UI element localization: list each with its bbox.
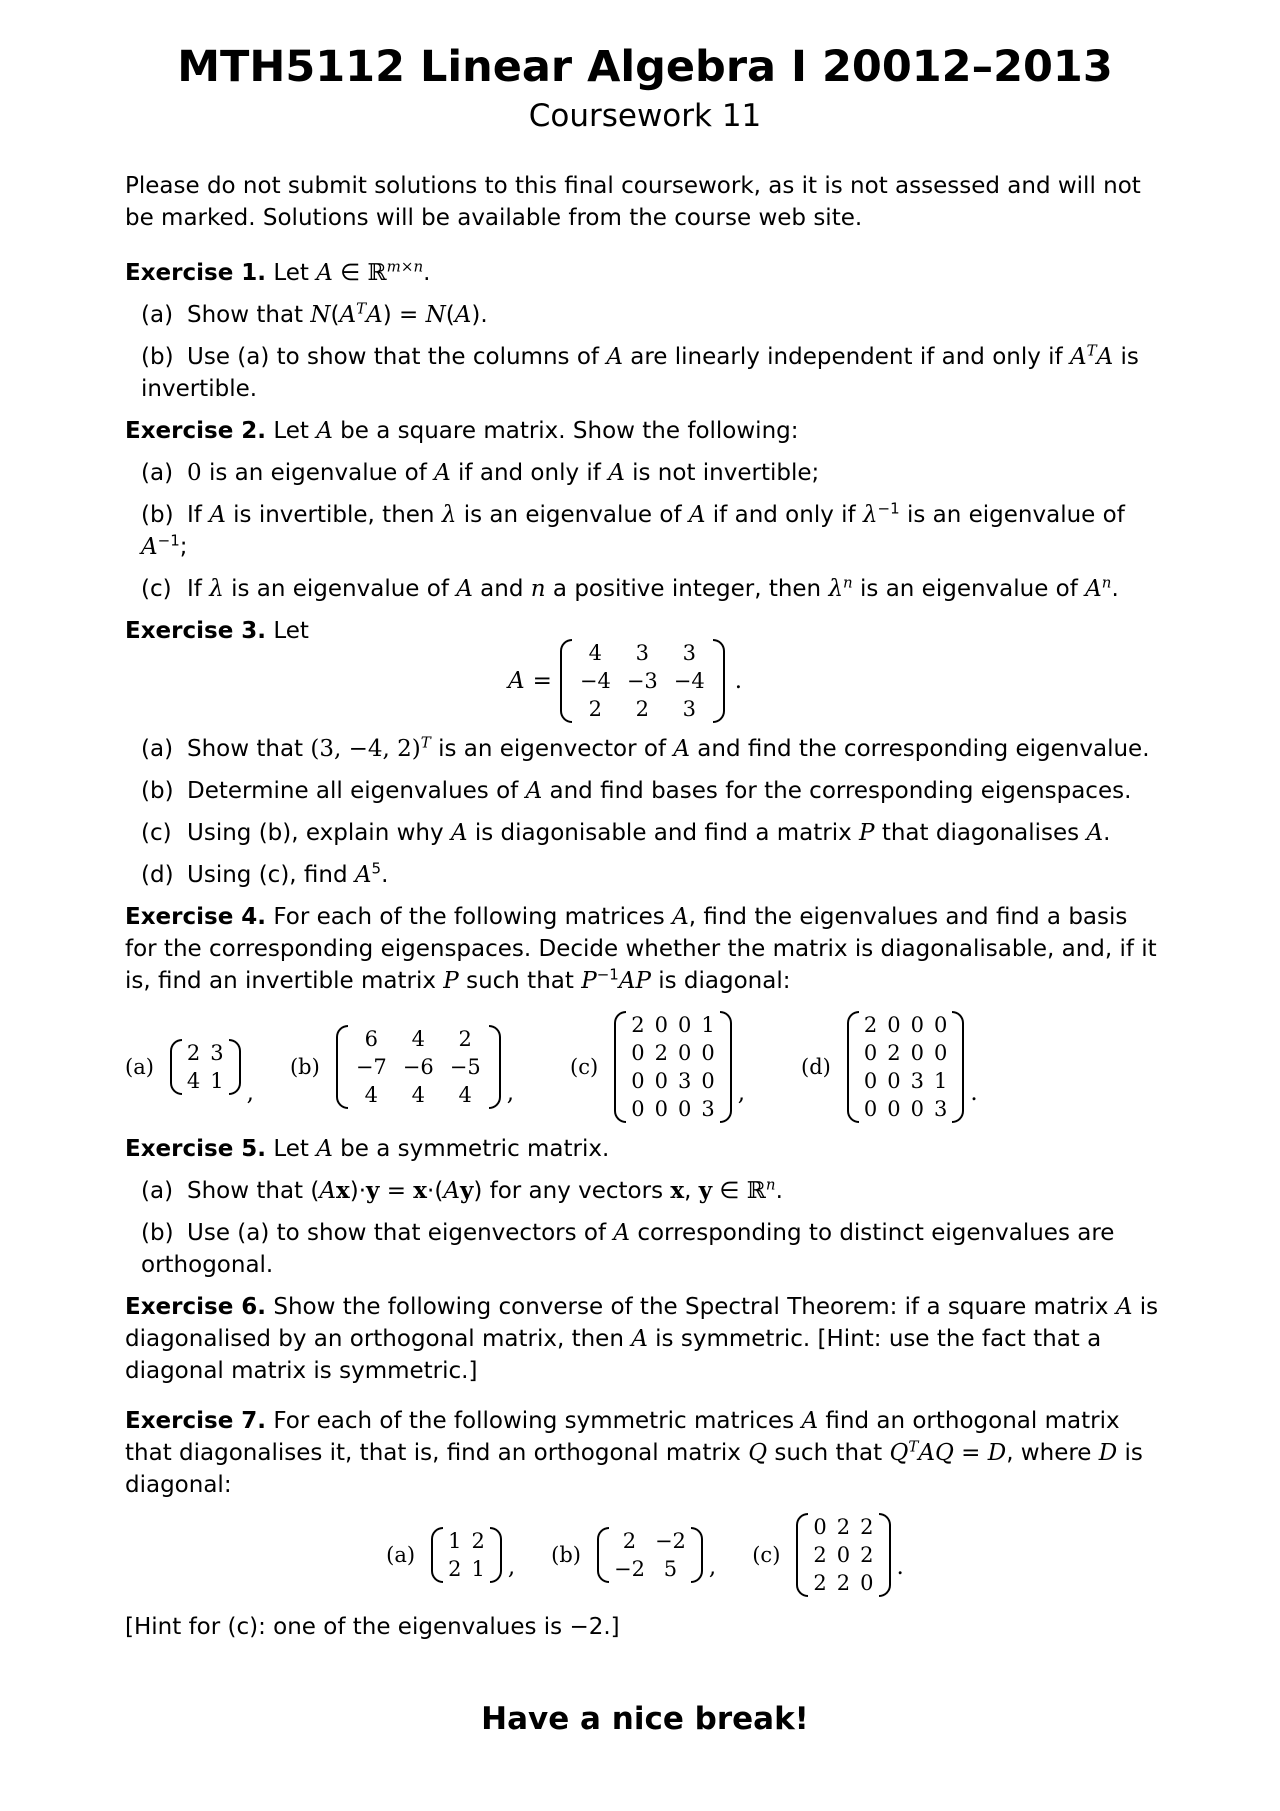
matrix-entry: −7 [355,1055,387,1079]
matrix-entry: 1 [210,1069,224,1093]
exercise-5a: (a) Show that (Ax)·y = x·(Ay) for any vectors x, y ∈ ℝ$^n$. [141,1175,783,1204]
matrix-entry: 0 [654,1069,668,1093]
matrix-entry: 2 [622,1529,637,1553]
exercise-3: Exercise 3. Let A = 4 3 3 −4 −3 −4 2 2 3 . (a) Show that (3, −4, 2)$^T$ is an eigenvector of A and find the corresponding eigenvalue. (b) Determine all eigenvalues of A and find bases for the corresponding eigenspaces. (c) Using (b), explain why A is diagonisable and find a matrix P that diagonalises A. (d) Using (c), find $A^5$. [125,615,1165,891]
matrix-entry: −2 [613,1557,645,1581]
matrix-entry: 2 [588,697,603,721]
matrix-entry: 0 [860,1571,874,1595]
matrix-entry: 2 [631,1013,645,1037]
matrix-entry: 3 [701,1097,715,1121]
exercise-7c-matrix [796,1513,890,1597]
matrix-entry: 0 [631,1069,645,1093]
intro-paragraph: Please do not submit solutions to this final coursework, as it is not assessed and will not be marked. Solutions will be available from the course web site. [125,173,1141,231]
exercise-6-heading: Exercise 6. [125,1294,267,1320]
matrix-entry: 0 [863,1069,878,1093]
matrix-entry: −5 [449,1055,481,1079]
matrix-entry: 2 [458,1027,472,1051]
matrix-entry: 6 [364,1027,378,1051]
matrix-entry: 0 [677,1041,692,1065]
matrix-entry: 0 [863,1097,878,1121]
matrix-entry: 2 [471,1529,485,1553]
exercise-2a: (a) 0 is an eigenvalue of A if and only if A is not invertible; [141,460,820,486]
exercise-2-heading: Exercise 2. [125,418,267,444]
matrix-entry: 3 [933,1097,948,1121]
exercise-2b: (b) If A is invertible, then λ is an eigenvalue of A if and only if $\lambda^{-1}$ is an eigenvalue of $A^{-1}$; [141,499,1125,560]
exercise-4-heading: Exercise 4. [125,904,267,930]
exercise-4b-matrix [336,1025,501,1109]
exercise-1: Exercise 1. Let A ∈ ℝ$^{m\times n}$. (a) Show that $N(A^TA) = N(A)$. (b) Use (a) to show that the columns of A are linearly independent if and only if $A^TA$ is invertible. [125,257,1165,405]
exercise-5-heading: Exercise 5. [125,1136,267,1162]
exercise-3d: (d) Using (c), find $A^5$. [141,859,389,888]
matrix-entry: 0 [910,1013,924,1037]
matrix-entry: 0 [701,1069,715,1093]
matrix-entry: 1 [933,1069,948,1093]
matrix-entry: 0 [701,1041,715,1065]
matrix-entry: 0 [654,1013,668,1037]
exercise-2c: (c) If λ is an eigenvalue of A and n a positive integer, then $\lambda^n$ is an eigenvalue of $A^n$. [141,573,1119,602]
matrix-entry: 1 [701,1013,715,1037]
matrix-entry: 2 [836,1515,851,1539]
exercise-7b-matrix [597,1527,703,1583]
matrix-entry: 4 [458,1083,472,1107]
matrix-entry: 3 [682,641,696,665]
matrix-entry: 4 [186,1069,201,1093]
matrix-entry: 2 [860,1543,874,1567]
matrix-entry: 0 [887,1097,901,1121]
page-title: MTH5112 Linear Algebra I 20012–2013 [177,42,1113,92]
exercise-4: Exercise 4. For each of the following matrices A, find the eigenvalues and find a basis for the corresponding eigenspaces. Decide whether the matrix is diagonalisable, and, if it is, find an invertible matrix P such that $P^{-1}AP$ is diagonal: (a) 2 3 4 1 , (b) 6 4 2 −7 −6 −5 4 4 4 , (c) 2 0 0 1 0 2 0 0 0 0 3 0 0 0 0 3 , (d) 2 0 0 0 0 2 0 0 0 0 3 1 0 0 0 3 . [125,904,1157,1121]
matrix-entry: 0 [631,1041,645,1065]
matrix-entry: 0 [910,1097,924,1121]
coursework-page [125,40,1165,1735]
matrix-entry: 0 [631,1097,645,1121]
matrix-entry: 4 [364,1083,378,1107]
matrix-entry: 0 [813,1515,827,1539]
matrix-entry: 2 [813,1543,827,1567]
matrix-entry: 3 [910,1069,924,1093]
exercise-3-heading: Exercise 3. [125,618,267,644]
exercise-7: Exercise 7. For each of the following symmetric matrices A find an orthogonal matrix that diagonalises it, that is, find an orthogonal matrix Q such that $Q^TAQ = D$, where D is diagonal: (a) 1 2 2 1 , (b) 2 −2 −2 5 , (c) 0 2 2 2 0 2 2 2 0 . [Hint for (c): one of the eigenvalues is −2.] [125,1405,1165,1643]
matrix-entry: 4 [411,1027,425,1051]
matrix-entry: 0 [910,1041,924,1065]
matrix-entry: 2 [654,1041,668,1065]
exercise-3b: (b) Determine all eigenvalues of A and find bases for the corresponding eigenspaces. [141,778,1132,804]
page-subtitle: Coursework 11 [528,98,762,134]
exercise-4d-matrix [847,1011,965,1123]
matrix-entry: 0 [933,1013,948,1037]
matrix-entry: 2 [863,1013,878,1037]
matrix-entry: 0 [677,1097,692,1121]
matrix-entry: 3 [635,641,649,665]
exercise-3-matrix [560,639,725,723]
matrix-entry: −6 [402,1055,434,1079]
matrix-entry: 0 [677,1013,692,1037]
matrix-entry: 0 [887,1069,901,1093]
matrix-entry: 2 [860,1515,874,1539]
exercise-7a-matrix [431,1527,502,1583]
matrix-entry: 1 [448,1529,462,1553]
exercise-1-heading: Exercise 1. [125,260,267,286]
matrix-entry: 2 [813,1571,827,1595]
matrix-entry: 1 [471,1557,485,1581]
exercise-1a: (a) Show that $N(A^TA) = N(A)$. [141,299,488,328]
matrix-entry: −2 [654,1529,686,1553]
exercise-1b: (b) Use (a) to show that the columns of A are linearly independent if and only if $A^TA$ is invertible. [141,341,1139,402]
matrix-entry: 0 [836,1543,851,1567]
matrix-entry: 0 [863,1041,878,1065]
closing-message: Have a nice break! [481,1701,809,1737]
matrix-entry: 2 [887,1041,901,1065]
matrix-entry: 0 [887,1013,901,1037]
matrix-entry: 4 [588,641,603,665]
exercise-4c-matrix [614,1011,732,1123]
matrix-entry: 3 [210,1041,224,1065]
exercise-4a-matrix [170,1039,241,1095]
matrix-entry: 0 [654,1097,668,1121]
exercise-5: Exercise 5. Let A be a symmetric matrix. (a) Show that (Ax)·y = x·(Ay) for any vectors x, y ∈ ℝ$^n$. (b) Use (a) to show that eigenvectors of A corresponding to distinct eigenvalues are orthogonal. [125,1133,1165,1281]
matrix-entry: 5 [663,1557,678,1581]
matrix-entry: 2 [448,1557,462,1581]
matrix-entry: −3 [626,669,658,693]
matrix-entry: −4 [579,669,611,693]
exercise-7-hint: [Hint for (c): one of the eigenvalues is −2.] [125,1614,620,1640]
matrix-entry: 0 [933,1041,948,1065]
matrix-entry: 3 [677,1069,692,1093]
matrix-entry: 2 [186,1041,201,1065]
matrix-entry: 2 [836,1571,851,1595]
matrix-entry: 3 [682,697,696,721]
exercise-6: Exercise 6. Show the following converse of the Spectral Theorem: if a square matrix A is diagonalised by an orthogonal matrix, then A is symmetric. [Hint: use the fact that a diagonal matrix is symmetric.] [125,1294,1159,1384]
matrix-entry: −4 [673,669,705,693]
exercise-3c: (c) Using (b), explain why A is diagonisable and find a matrix P that diagonalises A. [141,820,1111,846]
exercise-2: Exercise 2. Let A be a square matrix. Show the following: (a) 0 is an eigenvalue of A if and only if A is not invertible; (b) If A is invertible, then λ is an eigenvalue of A if and only if $\lambda^{-1}$ is an eigenvalue of $A^{-1}$; (c) If λ is an eigenvalue of A and n a positive integer, then $\lambda^n$ is an eigenvalue of $A^n$. [125,415,1165,605]
matrix-entry: 4 [411,1083,425,1107]
exercise-3a: (a) Show that (3, −4, 2)$^T$ is an eigenvector of A and find the corresponding eigenvalue. [141,733,1150,762]
matrix-entry: 2 [635,697,649,721]
exercise-7-heading: Exercise 7. [125,1408,267,1434]
exercise-5b: (b) Use (a) to show that eigenvectors of A corresponding to distinct eigenvalues are orthogonal. [141,1220,1115,1278]
